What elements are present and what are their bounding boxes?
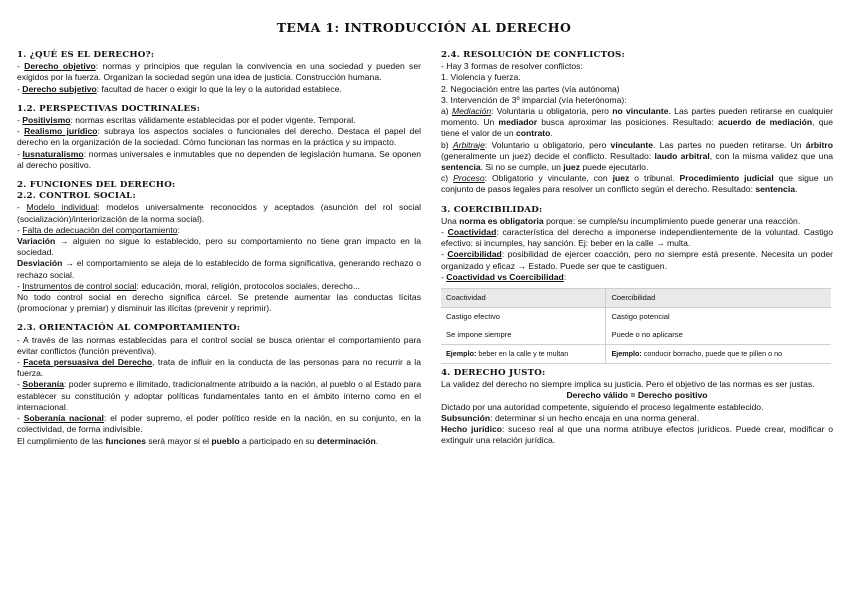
coercibilidad-paragraph: - Coercibilidad: posibilidad de ejercer coacción, pero no siempre está presente. Necesita un poder organizado y eficaz → Estado. Puede ser que te castiguen. — [441, 249, 834, 271]
hecho-juridico-paragraph: Hecho jurídico: suceso real al que una norma atribuye efectos jurídicos. Puede crear, modificar o extinguir una relación jurídica. — [441, 424, 833, 446]
section-2-heading: 2. FUNCIONES DEL DERECHO: — [17, 180, 176, 191]
arbitraje-paragraph: b) Arbitraje: Voluntario u obligatorio, pero vinculante. Las partes no pueden retirarse. Un árbitro (generalmente un juez) decide el conflicto. Resultado: laudo arbitral, con la misma validez que una sentencia. Si no se cumple, un juez puede ejecutarlo. — [441, 139, 834, 173]
table-header-cell: Coactividad — [446, 293, 486, 303]
mediacion-paragraph: a) Mediación: Voluntaria u obligatoria, pero no vinculante. Las partes pueden retirarse en cualquier momento. Un mediador busca aproximar las posiciones. Resultado: acuerdo de mediación, que tiene el valor de un contrato. — [441, 106, 833, 139]
soberania-nacional-paragraph: - Soberanía nacional: el poder supremo, el poder político reside en la nación, en su conjunto, en la colectividad, de forma indivisible. — [17, 413, 422, 435]
table-cell: Ejemplo: conducir borracho, puede que te pillen o no — [606, 345, 831, 364]
table-row — [441, 345, 831, 364]
variacion-paragraph: Variación → alguien no sigue lo establecido, pero su comportamiento no tiene gran impacto en la sociedad. — [17, 236, 421, 258]
section-4-heading: 4. DERECHO JUSTO: — [441, 368, 546, 379]
left-column — [17, 50, 421, 447]
section-2-3-heading: 2.3. ORIENTACIÓN AL COMPORTAMIENTO: — [17, 323, 241, 334]
positivismo-paragraph: - Positivismo: normas escritas válidamente establecidas por el poder vigente. Temporal. — [17, 115, 356, 126]
table-cell: Ejemplo: beber en la calle y te multan — [441, 345, 606, 364]
derecho-valido-line: Derecho válido = Derecho positivo — [566, 390, 708, 401]
section-2-2-heading: 2.2. CONTROL SOCIAL: — [17, 191, 136, 202]
list-line: 3. Intervención de 3º imparcial (vía heterónoma): — [441, 94, 627, 105]
section-3-heading: 3. COERCIBILIDAD: — [441, 204, 543, 215]
term: Derecho objetivo — [24, 61, 96, 72]
realismo-paragraph: - Realismo jurídico: subraya los aspectos sociales o funcionales del derecho. Destaca el papel del derecho en la organización de la sociedad. Cómo funcionan las normas en la práctica y su impacto. — [17, 126, 422, 148]
no-todo-paragraph: No todo control social en derecho significa cárcel. Se pretende aumentar las conductas lícitas (promocionar y premiar) y disminuir las ilícitas (prevenir y reprimir). — [17, 292, 421, 314]
section-1-2-heading: 1.2. PERSPECTIVAS DOCTRINALES: — [17, 103, 201, 114]
term: Derecho subjetivo — [22, 83, 97, 94]
list-line: 1. Violencia y fuerza. — [441, 72, 521, 83]
right-column — [441, 50, 833, 446]
iusnaturalismo-paragraph: - Iusnaturalismo: normas universales e inmutables que no dependen de legislación humana. Se oponen al derecho positivo. — [17, 148, 421, 170]
proceso-paragraph: c) Proceso: Obligatorio y vinculante, con juez o tribunal. Procedimiento judicial que sigue un conjunto de pasos legales para resolver un conflicto según el derecho. Resultado: sentencia. — [441, 173, 834, 195]
derecho-subjetivo-paragraph: - Derecho subjetivo: facultad de hacer o exigir lo que la ley o la autoridad establece. — [17, 83, 342, 94]
falta-adecuacion-paragraph: - Falta de adecuación del comportamiento: — [17, 224, 180, 235]
derecho-objetivo-paragraph: - Derecho objetivo: normas y principios que regulan la convivencia en una sociedad y pueden ser exigidos por la fuerza. Organizan la sociedad según una idea de justicia. Construcción humana. — [17, 61, 421, 83]
dictado-paragraph: Dictado por una autoridad competente, siguiendo el proceso legalmente establecido. — [441, 401, 764, 412]
table-row — [441, 308, 831, 327]
cumplimiento-paragraph: El cumplimiento de las funciones será mayor si el pueblo a participado en su determinación. — [17, 435, 379, 446]
norma-obligatoria-paragraph: Una norma es obligatoria porque: se cumple/su incumplimiento puede generar una reacción. — [441, 215, 801, 226]
table-cell: Castigo potencial — [606, 308, 831, 327]
section-1-heading: 1. ¿QUÉ ES EL DERECHO?: — [17, 50, 155, 60]
table-header-cell: Coercibilidad — [606, 289, 831, 308]
vs-paragraph: - Coactividad vs Coercibilidad: — [441, 271, 567, 282]
validez-paragraph: La validez del derecho no siempre implica su justicia. Pero el objetivo de las normas es ser justas. — [441, 379, 815, 390]
faceta-paragraph: - Faceta persuasiva del Derecho, trata de influir en la conducta de las personas para no recurrir a la fuerza. — [17, 357, 421, 379]
coactividad-paragraph: - Coactividad: característica del derecho a imponerse independientemente de la voluntad. Castigo efectivo: si incumples, hay sanción. Ej: beber en la calle → multa. — [441, 227, 833, 249]
list-line: 2. Negociación entre las partes (vía autónoma) — [441, 83, 620, 94]
modelo-individual-paragraph: - Modelo individual: modelos universalmente reconocidos y aceptados (asunción del rol social (socialización)/interiorización de la norma social). — [17, 202, 422, 224]
coactividad-coercibilidad-table — [441, 288, 831, 364]
soberania-paragraph: - Soberanía: poder supremo e ilimitado, tradicionalmente atribuido a la nación, al pueblo o al Estado para establecer su constitución y adoptar políticas fundamentales tanto en el ámbito interno como en el internacional. — [17, 379, 421, 412]
subsuncion-paragraph: Subsunción: determinar si un hecho encaja en una norma general. — [441, 412, 699, 423]
table-row — [441, 326, 831, 345]
instrumentos-paragraph: - Instrumentos de control social: educación, moral, religión, protocolos sociales, derecho... — [17, 280, 360, 291]
desviacion-paragraph: Desviación → el comportamiento se aleja de lo establecido de forma significativa, generando rechazo o rechazo social. — [17, 258, 421, 280]
page-title: TEMA 1: INTRODUCCIÓN AL DERECHO — [276, 20, 572, 35]
table-cell: Se impone siempre — [446, 330, 512, 340]
table-header-row — [441, 289, 831, 308]
orientacion-paragraph: - A través de las normas establecidas para el control social se busca orientar el comportamiento para evitar conflictos (función preventiva). — [17, 334, 421, 356]
section-2-4-heading: 2.4. RESOLUCIÓN DE CONFLICTOS: — [441, 50, 625, 60]
table-cell: Castigo efectivo — [446, 312, 501, 322]
table-cell: Puede o no aplicarse — [606, 326, 831, 345]
list-line: - Hay 3 formas de resolver conflictos: — [441, 61, 583, 72]
